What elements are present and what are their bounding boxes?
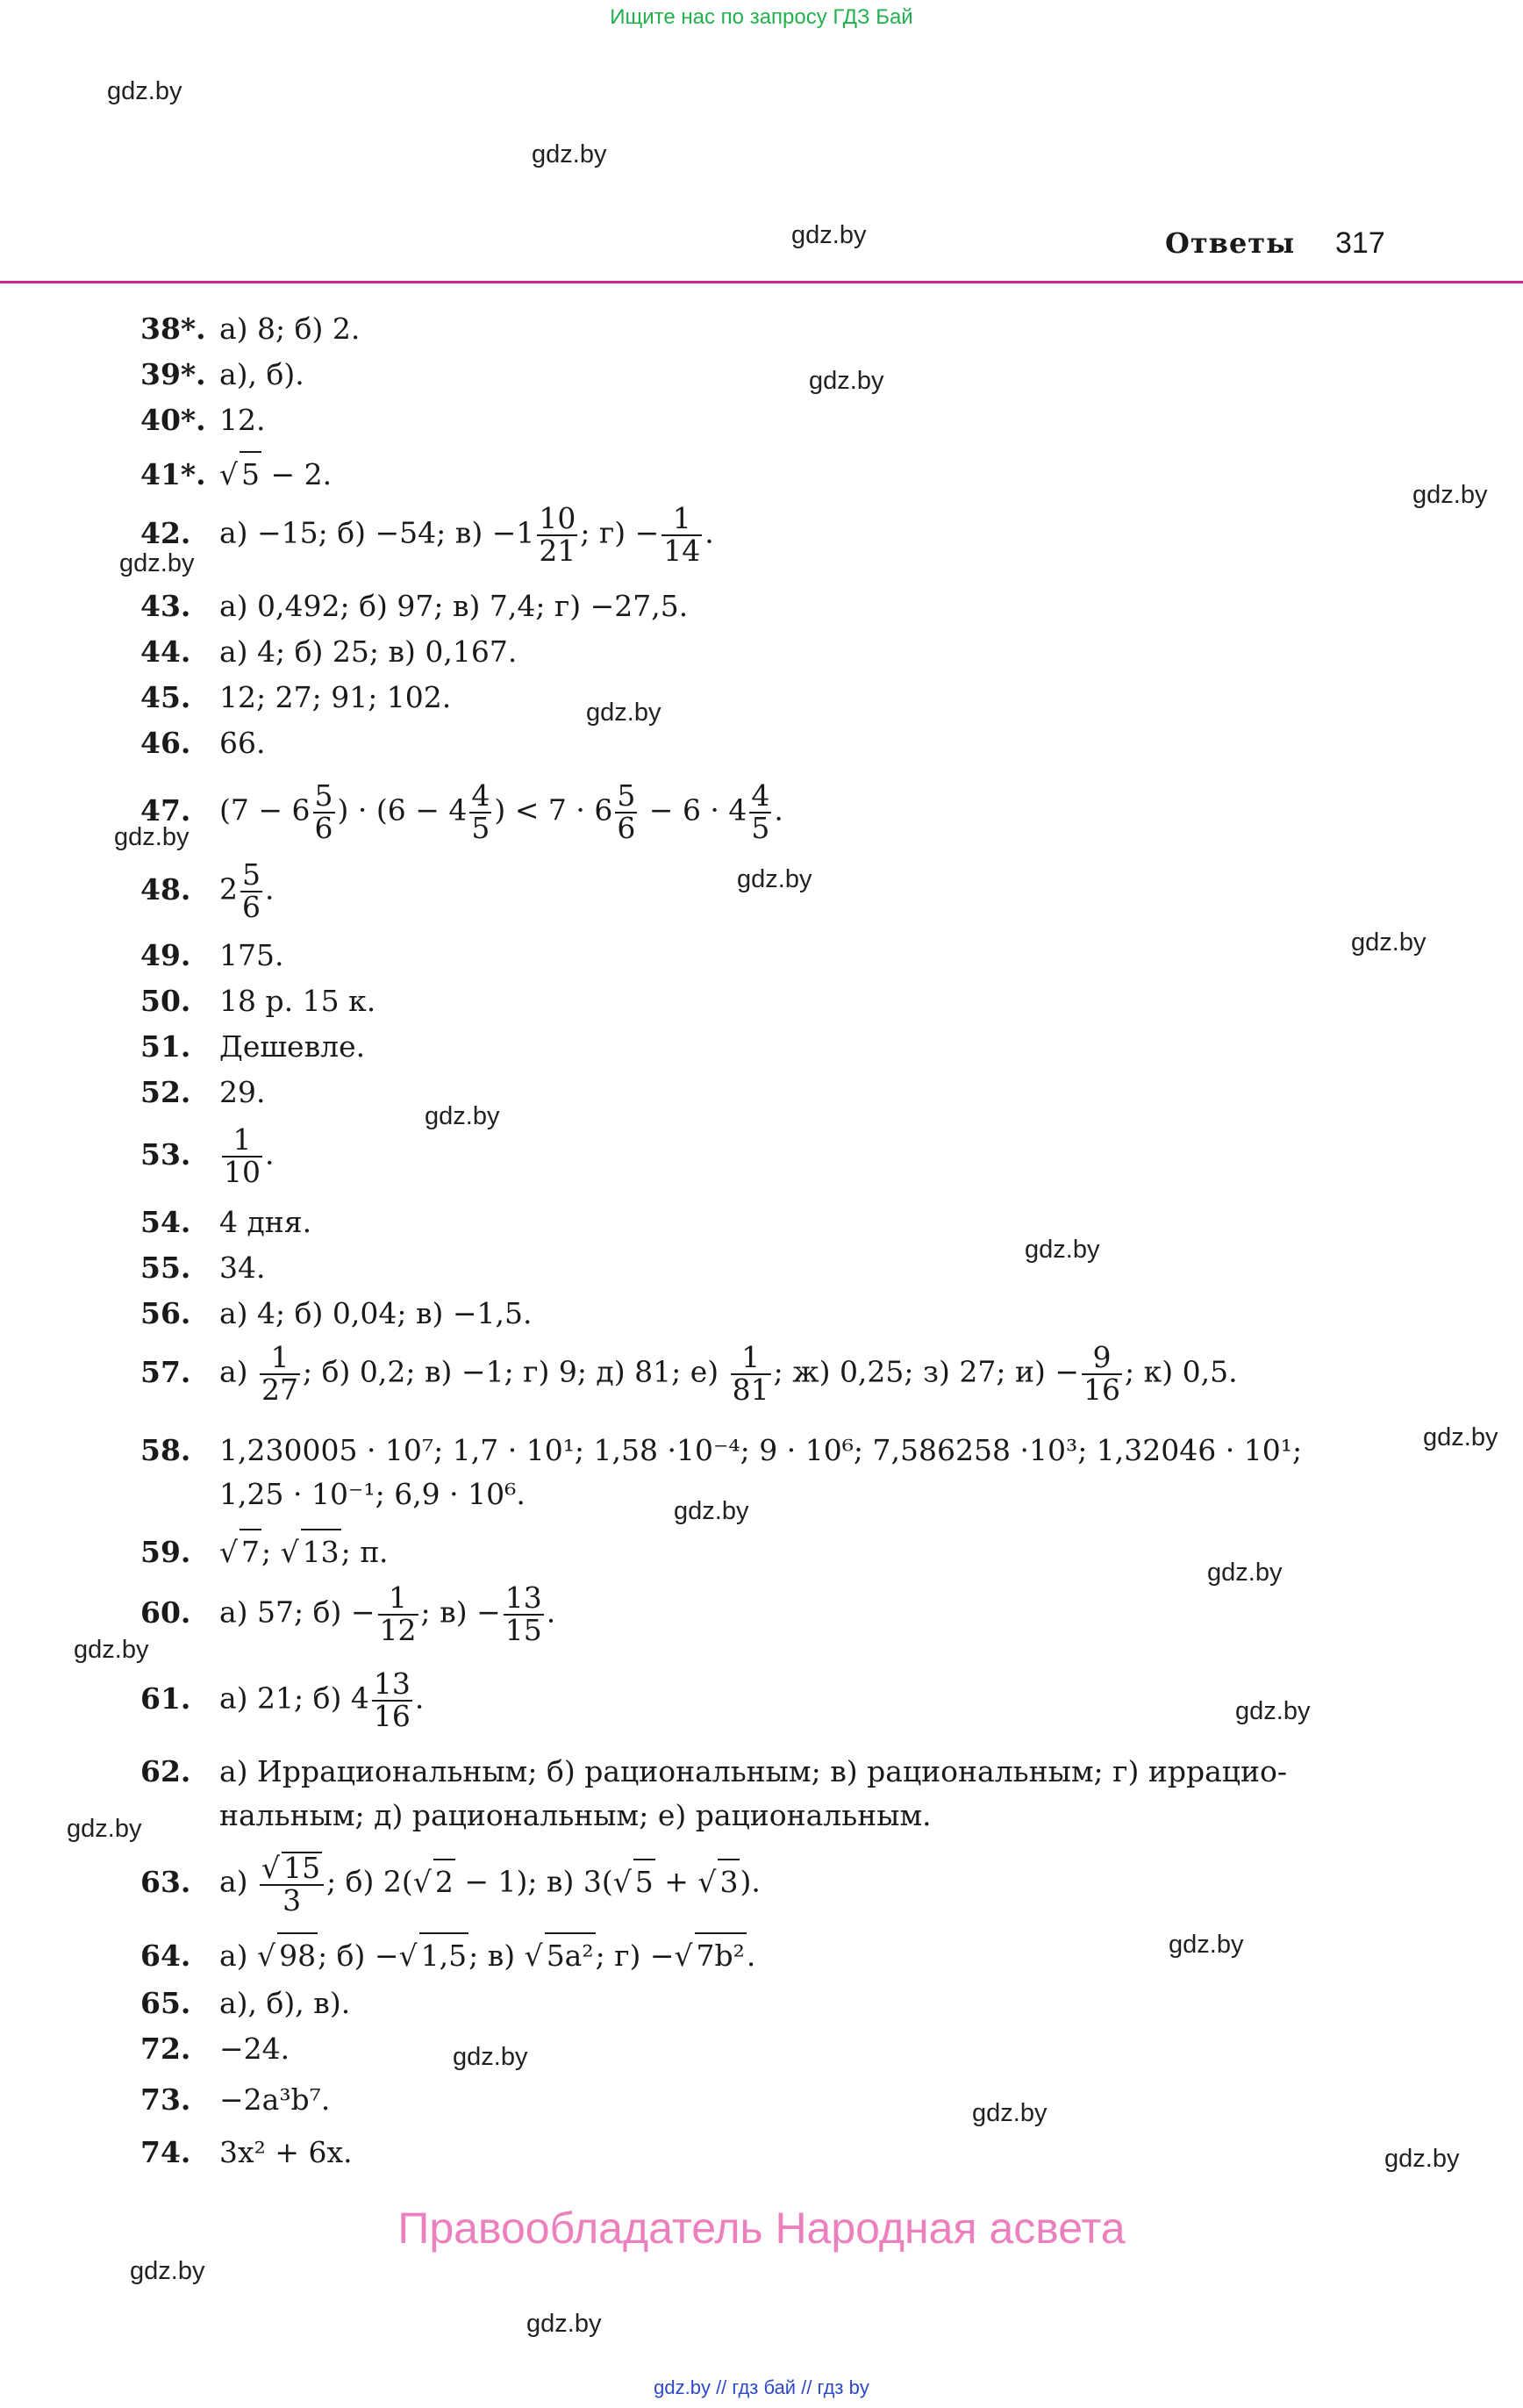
watermark: gdz.by — [114, 823, 189, 851]
watermark: gdz.by — [526, 2310, 602, 2338]
watermark: gdz.by — [532, 140, 607, 168]
watermark: gdz.by — [74, 1636, 149, 1664]
answer-43: 43. а) 0,492; б) 97; в) 7,4; г) −27,5. — [140, 589, 689, 623]
watermark: gdz.by — [674, 1497, 749, 1525]
answer-56: 56. а) 4; б) 0,04; в) −1,5. — [140, 1296, 533, 1330]
answer-38: 38*. а) 8; б) 2. — [140, 312, 361, 346]
watermark: gdz.by — [791, 221, 867, 249]
watermark: gdz.by — [107, 77, 182, 105]
answer-54: 54. 4 дня. — [140, 1205, 312, 1239]
answer-46: 46. 66. — [140, 726, 266, 760]
watermark: gdz.by — [809, 367, 884, 395]
answer-57: 57. а) $\frac{1}{27}$ ; б) 0,2; в) −1; г) 9; д) 81; е) $\frac{1}{81}$ ; ж) 0,25; з) 27; и) − $\frac{9}{16}$ ; к) 0,5. — [140, 1340, 1238, 1407]
answer-65: 65. а), б), в). — [140, 1986, 351, 2020]
watermark: gdz.by — [130, 2257, 205, 2285]
answer-61: 61. а) 21; б) 4 $\frac{13}{16}$ . — [140, 1666, 425, 1733]
answer-49: 49. 175. — [140, 938, 284, 972]
page-number: 317 — [1335, 226, 1385, 260]
answer-59: 59.√ 7; √ 13; π. — [140, 1529, 388, 1574]
answer-53: 53. $\frac{1}{10}$ . — [140, 1122, 275, 1189]
answer-74: 74. 3x² + 6x. — [140, 2135, 353, 2169]
header-title: Ответы — [1165, 226, 1296, 260]
watermark: gdz.by — [453, 2043, 528, 2071]
answer-73: 73. −2a³b⁷. — [140, 2082, 331, 2117]
answer-41: 41*.√ 5 − 2. — [140, 451, 332, 497]
top-banner[interactable]: Ищите нас по запросу ГДЗ Бай — [610, 5, 913, 29]
answer-60: 60. а) 57; б) − $\frac{1}{12}$ ; в) − $\frac{13}{15}$ . — [140, 1580, 556, 1647]
watermark: gdz.by — [1169, 1931, 1244, 1959]
watermark: gdz.by — [1351, 928, 1426, 957]
answer-51: 51. Дешевле. — [140, 1029, 366, 1064]
watermark: gdz.by — [67, 1815, 142, 1843]
answer-39: 39*. а), б). — [140, 357, 304, 391]
answer-58: 58. 1,230005 · 10⁷; 1,7 · 10¹; 1,58 ·10⁻⁴; 9 · 10⁶; 7,586258 ·10³; 1,32046 · 10¹; 1,25 · 10⁻¹; 6,9 · 10⁶. — [140, 1433, 1303, 1511]
copyright-notice: Правообладатель Народная асвета — [397, 2204, 1126, 2253]
answer-40: 40*. 12. — [140, 403, 266, 437]
watermark: gdz.by — [1423, 1423, 1498, 1451]
answer-63: 63. а) √ $\frac{15}{3}$ ; б) 2(√ 2 − 1); в) 3(√ 5 + √ 3). — [140, 1852, 761, 1916]
watermark: gdz.by — [1207, 1559, 1283, 1587]
watermark: gdz.by — [1412, 481, 1488, 509]
watermark: gdz.by — [972, 2099, 1048, 2127]
answer-62: 62. а) Иррациональным; б) рациональным; в) рациональным; г) иррацио- нальным; д) рациональным; е) рациональным. — [140, 1754, 1287, 1832]
answer-64: 64. а) √ 98; б) −√ 1,5; в) √ 5a²; г) −√ 7b². — [140, 1932, 755, 1978]
answer-48: 48. 2 $\frac{5}{6}$ . — [140, 857, 275, 924]
watermark: gdz.by — [1235, 1697, 1311, 1725]
answer-50: 50. 18 р. 15 к. — [140, 984, 376, 1018]
header-rule — [0, 281, 1523, 283]
answer-45: 45. 12; 27; 91; 102. — [140, 680, 452, 714]
answer-42: 42. а) −15; б) −54; в) −1 $\frac{10}{21}$ ; г) − $\frac{1}{14}$ . — [140, 501, 714, 568]
watermark: gdz.by — [1025, 1236, 1100, 1264]
bottom-links[interactable]: gdz.by // гдз бай // гдз by — [654, 2376, 869, 2398]
watermark: gdz.by — [119, 549, 195, 577]
answer-52: 52. 29. — [140, 1075, 266, 1109]
answer-55: 55. 34. — [140, 1251, 266, 1285]
answer-47: 47. (7 − 6 $\frac{5}{6}$ ) · (6 − 4 $\frac{4}{5}$ ) < 7 · 6 $\frac{5}{6}$ − 6 · 4 $\frac{4}{5}$ . — [140, 778, 783, 845]
watermark: gdz.by — [1384, 2145, 1460, 2173]
answer-44: 44. а) 4; б) 25; в) 0,167. — [140, 634, 518, 669]
answer-72: 72. −24. — [140, 2032, 290, 2066]
watermark: gdz.by — [586, 699, 661, 727]
watermark: gdz.by — [737, 865, 812, 893]
watermark: gdz.by — [425, 1102, 500, 1130]
